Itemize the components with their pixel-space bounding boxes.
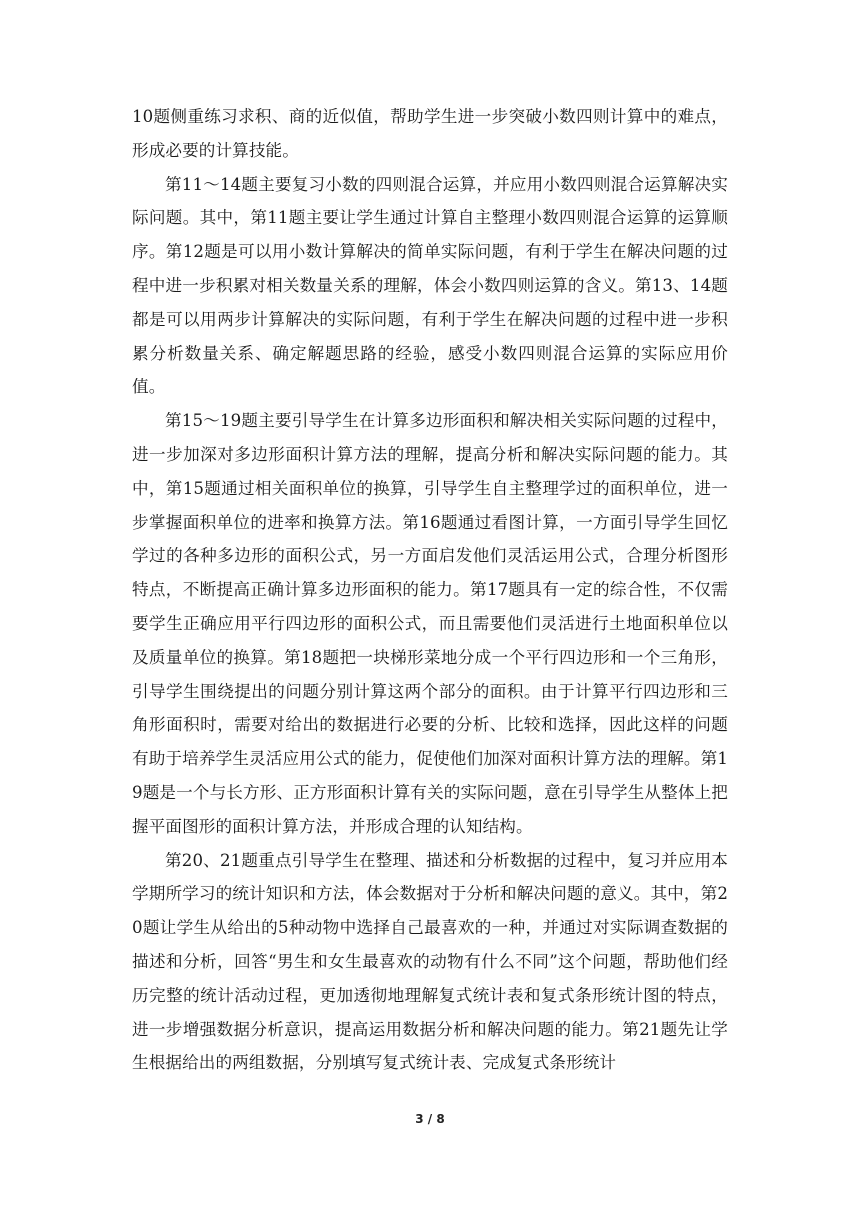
paragraph-2: 第11～14题主要复习小数的四则混合运算，并应用小数四则混合运算解决实际问题。其中，第11题主要让学生通过计算自主整理小数四则混合运算的运算顺序。第12题是可以用小数计算解决的简单实际问题，有利于学生在解决问题的过程中进一步积累对相关数量关系的理解，体会小数四则运算的含义。第13、14题都是可以用两步计算解决的实际问题，有利于学生在解决问题的过程中进一步积累分析数量关系、确定解题思路的经验，感受小数四则混合运算的实际应用价值。 (132, 174, 728, 397)
paragraph-1: 10题侧重练习求积、商的近似值，帮助学生进一步突破小数四则计算中的难点，形成必要的计算技能。 (132, 107, 728, 160)
document-body (132, 100, 728, 1080)
paragraph-4: 第20、21题重点引导学生在整理、描述和分析数据的过程中，复习并应用本学期所学习的统计知识和方法，体会数据对于分析和解决问题的意义。其中，第20题让学生从给出的5种动物中选择自己最喜欢的一种，并通过对实际调查数据的描述和分析，回答“男生和女生最喜欢的动物有什么不同”这个问题，帮助他们经历完整的统计活动过程，更加透彻地理解复式统计表和复式条形统计图的特点，进一步增强数据分析意识，提高运用数据分析和解决问题的能力。第21题先让学生根据给出的两组数据，分别填写复式统计表、完成复式条形统计 (132, 850, 728, 1073)
page-number: 3 / 8 (415, 1112, 445, 1126)
paragraph-3: 第15～19题主要引导学生在计算多边形面积和解决相关实际问题的过程中，进一步加深对多边形面积计算方法的理解，提高分析和解决实际问题的能力。其中，第15题通过相关面积单位的换算，引导学生自主整理学过的面积单位，进一步掌握面积单位的进率和换算方法。第16题通过看图计算，一方面引导学生回忆学过的各种多边形的面积公式，另一方面启发他们灵活运用公式，合理分析图形特点，不断提高正确计算多边形面积的能力。第17题具有一定的综合性，不仅需要学生正确应用平行四边形的面积公式，而且需要他们灵活进行土地面积单位以及质量单位的换算。第18题把一块梯形菜地分成一个平行四边形和一个三角形，引导学生围绕提出的问题分别计算这两个部分的面积。由于计算平行四边形和三角形面积时，需要对给出的数据进行必要的分析、比较和选择，因此这样的问题有助于培养学生灵活应用公式的能力，促使他们加深对面积计算方法的理解。第19题是一个与长方形、正方形面积计算有关的实际问题，意在引导学生从整体上把握平面图形的面积计算方法，并形成合理的认知结构。 (132, 411, 728, 836)
